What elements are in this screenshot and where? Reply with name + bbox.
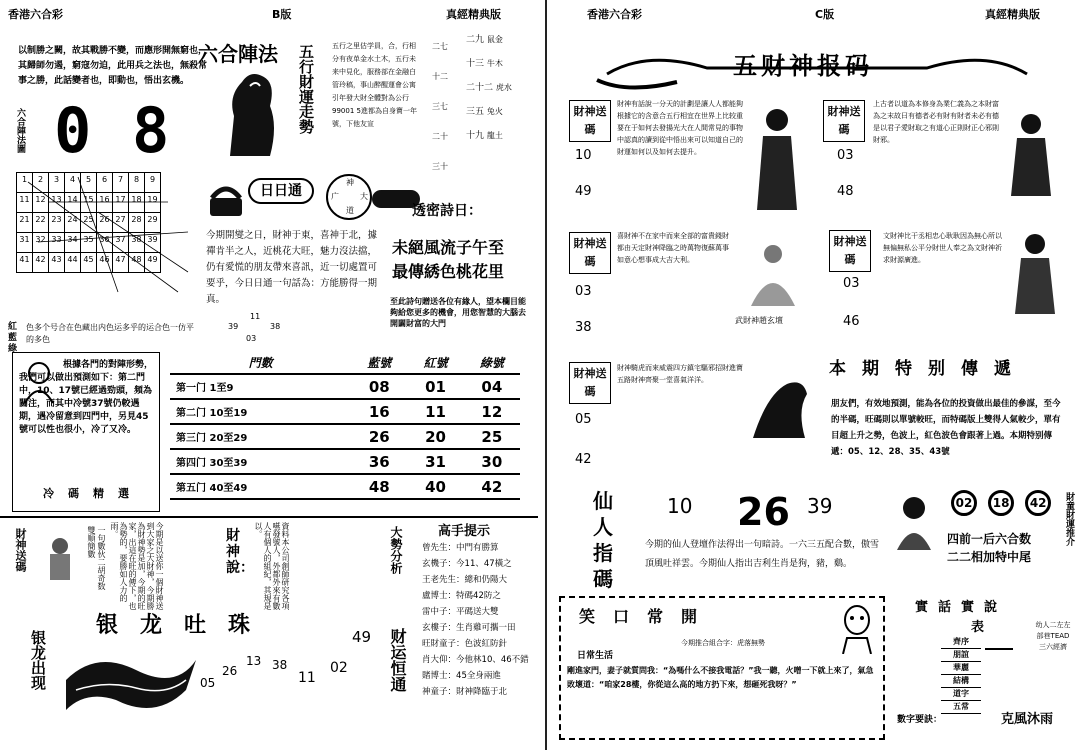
divider bbox=[0, 516, 538, 518]
benqi-text: 朋友們，有效地預測，能為各位的投資做出最佳的參謀，至今的半碼，旺碼則以單號較旺，而特碼版上雙得人氣較少，單有目超上升之勢，色波上，紅色波色會跟著上過。本期特别傳遞：05、12、28、35、43號 bbox=[831, 399, 1061, 457]
block1-num-1: 10 bbox=[575, 148, 592, 163]
page-c bbox=[545, 0, 1080, 750]
phone-title: 日日通 bbox=[248, 178, 314, 204]
gs-item: 肖大仰：今他林10、46不錯 bbox=[422, 655, 529, 665]
caishen-image-2 bbox=[1003, 110, 1059, 200]
block4-text: 文財神比干丞相忠心耿耿因為無心所以無偏無私公平分財世人奉之為文財神祈求財源廣進。 bbox=[883, 232, 1002, 264]
phone-text: 今期開燮之日，財神于東，喜神于北，據禪肯半之人，近桃花大旺，魅力沒法擋，仍有愛慌的朋友帶來喜訊，近一切處置可要乎，今日日通一句話為：方能勝得一期真。 bbox=[206, 230, 378, 305]
poem-b: 以制勝之闕，故其戰勝不變，而應形開無窮也，其歸師勿遏，窮寇勿迫，此用兵之法也，無殺常事之勝，此話變者也，即動也，悟出玄機。 bbox=[18, 46, 208, 86]
dragon-image bbox=[56, 640, 206, 730]
door-table bbox=[170, 352, 520, 500]
liuhe-title: 六合陣法 bbox=[198, 42, 278, 66]
block2-num-2: 48 bbox=[837, 184, 854, 199]
mini-num-1: 11 bbox=[250, 312, 261, 321]
wuxing-col: 二七 十二 三七 二十 三十 bbox=[432, 42, 448, 171]
gs-item: 雷中子：平碼送大雙 bbox=[422, 607, 499, 617]
num-label: 數字要訣： bbox=[897, 715, 943, 725]
block3-num-1: 03 bbox=[575, 284, 592, 299]
wuxing-text: 五行之里估学員，合，行相分有夜单金水土木，五行未来中見化，服務部在金融白管玲稿，事山醉醒運會公寓引年發大財全體對為公行99001 5進都為自身寶一年號，下他友宣 bbox=[332, 42, 417, 128]
daily-label: 日常生活 bbox=[577, 651, 614, 661]
block2-label: 財神送碼 bbox=[823, 100, 865, 142]
csb-text: 一句數伙二胡奇数雙順簡數 bbox=[87, 526, 106, 590]
block2-text: 上古者以道為本修身為業仁義為之本財富為之末故曰有德者必有財有財者未必有德是以君子愛財取之有道心正則財正心邪則財邪。 bbox=[873, 100, 999, 144]
caiyun: 财运恒通 bbox=[388, 628, 407, 692]
xian-text: 今期的仙人登壇作法得出一句暗詩。一六三五配合數，傲雪頂風吐祥雲。今期仙人指出吉利生肖是狗，豬，鷄。 bbox=[645, 540, 880, 569]
gs-title: 高手提示 bbox=[438, 524, 491, 539]
csb-label: 財神送碼 bbox=[14, 528, 27, 572]
door-row: 第三门 20至29 26 20 25 bbox=[170, 424, 520, 449]
block4-label: 財神送碼 bbox=[829, 230, 871, 272]
block3-label: 財神送碼 bbox=[569, 232, 611, 274]
block1-num-2: 49 bbox=[575, 184, 592, 199]
tongyao-line-1: 四前一后六合数 bbox=[947, 532, 1032, 546]
dragon-num-2: 26 bbox=[222, 664, 238, 678]
phone-icon bbox=[206, 176, 246, 220]
tongyao-line-2: 二二相加特中尾 bbox=[947, 550, 1032, 564]
dragon-num-1: 05 bbox=[200, 676, 216, 690]
caishen-image-4 bbox=[1007, 228, 1063, 318]
wheel-icon: 神 大 广 道 bbox=[326, 174, 372, 220]
xian-num-2: 26 bbox=[737, 490, 790, 534]
tongyao-circle-3: 42 bbox=[1025, 490, 1051, 516]
dragon-num-7: 49 bbox=[352, 628, 372, 646]
secret-line-2: 最傳綉色桃花里 bbox=[392, 262, 505, 281]
shihua-box bbox=[895, 596, 1080, 740]
sh-rows: 齊序 朋誼 華麗 結構 道字 五常 bbox=[941, 636, 981, 714]
tongyao-circle-2: 18 bbox=[988, 490, 1014, 516]
block4-num-1: 03 bbox=[843, 276, 860, 291]
benqi-title: 本期特别傳遞 bbox=[829, 359, 1027, 379]
xiao-title: 笑口常開 bbox=[579, 607, 716, 626]
edition-c: C版 bbox=[815, 8, 835, 21]
grid-row: 21 22 23 24 25 26 27 28 29 bbox=[17, 213, 161, 233]
caishen-image-5 bbox=[747, 364, 813, 444]
block5-text: 財神騎虎而來威震四方鎮宅驅邪招財進寶五路財神齊聚一堂喜氣洋洋。 bbox=[617, 364, 743, 384]
dragon-num-6: 02 bbox=[330, 660, 348, 676]
boy-figure bbox=[891, 494, 937, 554]
page-b bbox=[0, 0, 538, 750]
grid-row: 11 12 13 14 15 16 17 18 19 bbox=[17, 193, 161, 213]
caishen-image-3 bbox=[743, 240, 803, 310]
tongyao-circle-1: 02 bbox=[951, 490, 977, 516]
block5-label: 財神送碼 bbox=[569, 362, 611, 404]
big-number-08 bbox=[40, 94, 200, 167]
num-text: 克風沐雨 bbox=[1001, 712, 1054, 727]
big-text: 資料本公司創師研究各項嚥發號人，外都外來有數人有個人的組紀，其規是以。 bbox=[254, 522, 290, 610]
gs-item: 盧博士：特碼42防之 bbox=[422, 591, 501, 601]
cs-label: 財神說： bbox=[226, 528, 254, 576]
door-row: 第四门 30至39 36 31 30 bbox=[170, 449, 520, 474]
sh-table: 表 bbox=[971, 620, 985, 635]
sh-title: 實話實說 bbox=[915, 600, 1008, 615]
tagline-c: 真經精典版 bbox=[985, 8, 1040, 21]
digit-8: 8 bbox=[132, 94, 170, 167]
mini-num-2: 39 bbox=[228, 322, 239, 331]
xian-num-1: 10 bbox=[667, 494, 693, 518]
god-figure bbox=[40, 534, 80, 584]
grid-row: 1 2 3 4 5 6 7 8 9 bbox=[17, 173, 161, 193]
block1-text: 財神有話說一分天的計劃是讓人人都能夠根據它的含意合五行相宜在世界上比较重要在于如何去發揚光大在人間常見的事物中認真的讀到從中悟出來可以知道自己的財運如何以及如何去提升。 bbox=[617, 100, 743, 156]
secret-note: 至此詩句贈送各位有緣人，望本欄目能夠給您更多的機會，用您智慧的大腦去開闢財富的大門 bbox=[390, 297, 526, 328]
cold-text: 根據各門的對陣形勢，我們可以做出預測如下：第二門中，10、17號已經過勁頭，頻為關注，而其中冷號37號仍較遇期，遇冷留意到四門中，另見45號可以性也很小，冷了又冷。 bbox=[19, 360, 154, 435]
tongyao-side: 財童財運推介 bbox=[1064, 492, 1074, 546]
gs-item: 神童子：財神降臨于北 bbox=[422, 687, 508, 697]
block3-text: 喜財神不在家中而來全部的富貴錢財都由天定財神降臨之時萬物復蘇萬事如意心想事成大吉大利。 bbox=[617, 232, 729, 264]
xian-label: 仙人指碼 bbox=[593, 489, 613, 591]
block5-num-1: 05 bbox=[575, 412, 592, 427]
dragon-title: 银龙吐珠 bbox=[96, 613, 273, 638]
gs-item: 旺財童子：色波紅防針 bbox=[422, 639, 508, 649]
brand-c: 香港六合彩 bbox=[587, 8, 642, 21]
mini-num-4: 03 bbox=[246, 334, 257, 343]
door-row: 第二门 10至19 16 11 12 bbox=[170, 399, 520, 424]
tagline-b: 真經精典版 bbox=[446, 8, 501, 21]
banner-title: 五财神报码 bbox=[733, 51, 873, 80]
mini-num-3: 38 bbox=[270, 322, 281, 331]
cartoon-man bbox=[837, 604, 877, 654]
gs-item: 玄機子：今11、47橫之 bbox=[422, 559, 512, 569]
gs-item: 玄樓子：生肖雞可攜一田 bbox=[422, 623, 516, 633]
block3-caption: 武財神趙玄壇 bbox=[735, 316, 783, 325]
door-header: 門數 藍號 紅號 綠號 bbox=[170, 352, 520, 374]
sh-right: 幼人二左左部巷TEAD三六經濟 bbox=[1035, 621, 1071, 651]
tongyao-circles bbox=[951, 490, 1051, 516]
cold-title: 冷碼精選 bbox=[43, 487, 143, 500]
dragon-num-4: 38 bbox=[272, 658, 288, 672]
xian-num-3: 39 bbox=[807, 494, 833, 518]
cold-box bbox=[12, 352, 160, 512]
block5-num-2: 42 bbox=[575, 452, 592, 467]
sh-connector bbox=[985, 648, 1013, 650]
dragon-side: 银龙出现 bbox=[29, 630, 47, 690]
door-row: 第一门 1至9 08 01 04 bbox=[170, 374, 520, 399]
door-row: 第五门 40至49 48 40 42 bbox=[170, 474, 520, 499]
bear-image bbox=[220, 66, 280, 162]
xiao-sub: 今期推合組合字：虎落無勢 bbox=[681, 639, 765, 647]
big-label: 大勢分析 bbox=[389, 526, 403, 574]
gs-list bbox=[422, 540, 538, 700]
grid-row: 31 32 33 34 35 36 37 38 39 bbox=[17, 233, 161, 253]
secret-line-1: 未絕風流子午至 bbox=[392, 238, 505, 257]
brand-b: 香港六合彩 bbox=[8, 8, 63, 21]
cs-text: 今期是以送你一個財神送到大家之大財神，今期勝為財神勢是加，今期的旺家，出這在旺的傳下，也為勢的，要勝如人力的雨。 bbox=[110, 522, 164, 610]
gs-item: 王老先生：總和仍陽大 bbox=[422, 575, 508, 585]
liuhe-side: 六合陣法圖 bbox=[15, 108, 25, 153]
dragon-num-3: 13 bbox=[246, 654, 262, 668]
red-text: 色多个号合在色藏出内色运多乎的运合色一仿平的多色 bbox=[26, 323, 194, 344]
block3-num-2: 38 bbox=[575, 320, 592, 335]
block4-num-2: 46 bbox=[843, 314, 860, 329]
digit-0: 0 bbox=[54, 94, 92, 167]
gs-item: 曾先生：中門有勝算 bbox=[422, 543, 499, 553]
edition-b: B版 bbox=[272, 8, 292, 21]
dragon-num-5: 11 bbox=[298, 670, 316, 686]
joke-text: 剛進家門，妻子就質問我：“為嗎什么不接我電話？”我一聽，火噌一下就上來了，氣急敗壞道：“咱家28樓，你從這么高的地方扔下來，想砸死我呀？” bbox=[567, 666, 874, 689]
wuxing-rows: 二九 鼠金 十三 牛木 二十二 虎水 三五 兔火 十九 龍土 bbox=[466, 35, 512, 141]
wuxing-title: 五行財運走勢 bbox=[297, 44, 315, 134]
gs-item: 賭博士：45全身兩進 bbox=[422, 671, 501, 681]
grid-lines bbox=[18, 172, 194, 302]
red-label: 紅藍綠 bbox=[8, 322, 18, 354]
grid-row: 41 42 43 44 45 46 47 48 49 bbox=[17, 253, 161, 273]
caishen-image-1 bbox=[747, 104, 807, 214]
secret-label: 透密詩日： bbox=[412, 203, 482, 219]
block3-border bbox=[809, 228, 819, 346]
block2-num-1: 03 bbox=[837, 148, 854, 163]
block1-label: 財神送碼 bbox=[569, 100, 611, 142]
